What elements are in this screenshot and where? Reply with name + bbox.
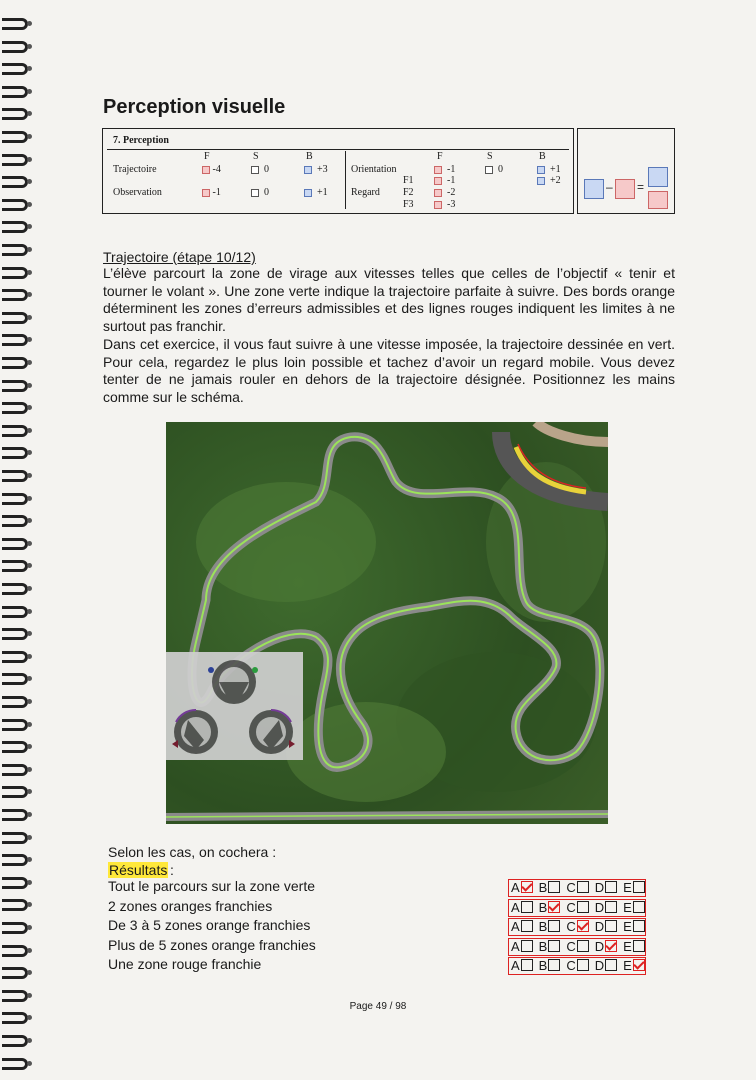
perception-table: [102, 128, 574, 214]
choice-letter: C: [566, 938, 576, 954]
paragraph-intro: L’élève parcourt la zone de virage aux vitesses telles que celles de l’objectif « tenir et tourner le volant ». Une zone verte indique la trajectoire parfaite à suivre. Des bords orange déterminent les zones d’erreurs admissibles et des lignes rouges indiquent les limites à ne surtout pas franchir.: [103, 265, 675, 334]
steering-wheel-right-icon: [249, 710, 295, 754]
steering-wheel-left-icon: [172, 710, 218, 754]
header-s: S: [253, 151, 259, 162]
choice-letter: A: [511, 919, 520, 935]
choice-letter: B: [538, 880, 548, 895]
result-text: Une zone rouge franchie: [108, 956, 262, 973]
row-orientation-label: Orientation: [351, 164, 397, 175]
binding-hole: [27, 428, 32, 433]
binding-coil: [2, 628, 28, 640]
choice-option[interactable]: [539, 900, 561, 916]
checkbox-b[interactable]: [304, 166, 312, 174]
score-f1: -1: [447, 175, 456, 186]
choice-checkbox[interactable]: [633, 901, 645, 913]
choice-option[interactable]: [539, 880, 561, 896]
choice-letter: E: [623, 958, 632, 974]
binding-hole: [27, 880, 32, 885]
page-title: Perception visuelle: [103, 96, 286, 118]
table-divider: [345, 151, 346, 209]
binding-coil: [2, 606, 28, 618]
choice-letter: C: [566, 958, 576, 974]
score-f3: -3: [447, 199, 456, 210]
regard-f2-label: F2: [403, 187, 414, 198]
choice-option[interactable]: [566, 900, 588, 916]
binding-coil: [2, 651, 28, 663]
binding-coil: [2, 967, 28, 979]
choice-checkbox[interactable]: [521, 940, 533, 952]
binding-coil: [2, 289, 28, 301]
score-f: -1: [212, 187, 221, 198]
score-b: +1: [317, 187, 328, 198]
choice-checkbox[interactable]: [577, 881, 589, 893]
choice-letter: B: [538, 938, 548, 954]
choice-checkbox[interactable]: [577, 920, 589, 932]
binding-hole: [27, 609, 32, 614]
choice-checkbox[interactable]: [548, 940, 560, 952]
binding-coil: [2, 131, 28, 143]
choice-checkbox[interactable]: [633, 920, 645, 932]
binding-coil: [2, 560, 28, 572]
choice-option[interactable]: [623, 919, 645, 935]
table-separator: [107, 149, 569, 150]
choice-checkbox[interactable]: [548, 881, 560, 893]
binding-hole: [27, 1061, 32, 1066]
binding-hole: [27, 654, 32, 659]
choice-option[interactable]: [595, 958, 617, 974]
choice-option[interactable]: [511, 900, 533, 916]
spiral-binding: [0, 0, 34, 1080]
binding-coil: [2, 673, 28, 685]
binding-hole: [27, 473, 32, 478]
binding-hole: [27, 722, 32, 727]
binding-hole: [27, 405, 32, 410]
binding-hole: [27, 270, 32, 275]
binding-hole: [27, 948, 32, 953]
choice-option[interactable]: [623, 939, 645, 955]
binding-coil: [2, 447, 28, 459]
binding-hole: [27, 631, 32, 636]
binding-hole: [27, 812, 32, 817]
binding-coil: [2, 1035, 28, 1047]
binding-coil: [2, 583, 28, 595]
choice-letter: B: [538, 958, 548, 974]
result-text: Plus de 5 zones orange franchies: [108, 936, 316, 953]
binding-coil: [2, 402, 28, 414]
selon-text: Selon les cas, on cochera :: [108, 844, 277, 860]
checkbox-f[interactable]: [202, 166, 210, 174]
binding-coil: [2, 1058, 28, 1070]
binding-hole: [27, 315, 32, 320]
choice-checkbox[interactable]: [633, 881, 645, 893]
binding-coil: [2, 357, 28, 369]
choice-letter: B: [538, 919, 548, 935]
choice-checkbox[interactable]: [633, 940, 645, 952]
binding-coil: [2, 809, 28, 821]
choice-checkbox[interactable]: [521, 920, 533, 932]
choice-option[interactable]: [595, 939, 617, 955]
choice-letter: A: [511, 899, 520, 915]
choice-option[interactable]: [539, 958, 561, 974]
choice-letter: A: [511, 938, 520, 954]
choice-option[interactable]: [595, 880, 617, 896]
binding-coil: [2, 832, 28, 844]
choice-option[interactable]: [566, 939, 588, 955]
binding-coil: [2, 719, 28, 731]
binding-hole: [27, 202, 32, 207]
header-f: F: [204, 151, 210, 162]
binding-hole: [27, 247, 32, 252]
binding-coil: [2, 41, 28, 53]
binding-coil: [2, 764, 28, 776]
choice-option[interactable]: [623, 900, 645, 916]
binding-coil: [2, 63, 28, 75]
row-regard-label: Regard: [351, 187, 380, 198]
binding-hole: [27, 292, 32, 297]
binding-hole: [27, 224, 32, 229]
choice-checkbox[interactable]: [605, 901, 617, 913]
checkbox-f[interactable]: [202, 189, 210, 197]
choice-checkbox[interactable]: [605, 940, 617, 952]
score-f: -1: [447, 164, 456, 175]
result-choice-group: [508, 918, 646, 936]
binding-coil: [2, 515, 28, 527]
formula-result-red: [648, 191, 668, 209]
header-b-right: B: [539, 151, 546, 162]
choice-letter: C: [566, 899, 576, 915]
choice-checkbox[interactable]: [633, 959, 645, 971]
formula-minus: –: [606, 180, 613, 194]
paragraph-instructions: Dans cet exercice, il vous faut suivre à une vitesse imposée, la trajectoire dessinée en vert. Pour cela, regardez le plus loin possible et tachez d’avoir un regard mobile. Vous devez tenter de ne jamais rouler en dehors de la trajectoire désignée. Positionnez les mains comme sur le schéma.: [103, 336, 675, 405]
choice-option[interactable]: [539, 939, 561, 955]
choice-letter: D: [594, 919, 605, 935]
binding-hole: [27, 902, 32, 907]
choice-checkbox[interactable]: [577, 959, 589, 971]
checkbox-b[interactable]: [304, 189, 312, 197]
binding-hole: [27, 518, 32, 523]
header-f-right: F: [437, 151, 443, 162]
choice-option[interactable]: [595, 919, 617, 935]
result-choice-group: [508, 879, 646, 897]
binding-coil: [2, 1012, 28, 1024]
checkbox-b[interactable]: [537, 166, 545, 174]
choice-option[interactable]: [511, 919, 533, 935]
checkbox-f3[interactable]: [434, 201, 442, 209]
choice-option[interactable]: [511, 939, 533, 955]
choice-letter: B: [538, 899, 548, 915]
binding-hole: [27, 21, 32, 26]
track-drawing: [166, 422, 608, 824]
choice-letter: D: [594, 938, 605, 954]
binding-hole: [27, 66, 32, 71]
choice-option[interactable]: [566, 880, 588, 896]
result-choice-group: [508, 899, 646, 917]
choice-checkbox[interactable]: [521, 959, 533, 971]
choice-option[interactable]: [539, 919, 561, 935]
binding-coil: [2, 990, 28, 1002]
binding-coil: [2, 18, 28, 30]
binding-coil: [2, 154, 28, 166]
choice-option[interactable]: [623, 880, 645, 896]
binding-hole: [27, 925, 32, 930]
score-s: 0: [498, 164, 503, 175]
binding-hole: [27, 541, 32, 546]
binding-coil: [2, 312, 28, 324]
binding-hole: [27, 586, 32, 591]
checkbox-s[interactable]: [251, 189, 259, 197]
checkbox-f[interactable]: [434, 166, 442, 174]
choice-checkbox[interactable]: [521, 901, 533, 913]
choice-letter: E: [623, 919, 632, 935]
choice-checkbox[interactable]: [521, 881, 533, 893]
choice-letter: E: [623, 899, 632, 915]
binding-coil: [2, 221, 28, 233]
score-s: 0: [264, 187, 269, 198]
perception-section-title: 7. Perception: [113, 135, 169, 146]
binding-hole: [27, 157, 32, 162]
choice-checkbox[interactable]: [548, 959, 560, 971]
score-f2: -2: [447, 187, 456, 198]
binding-hole: [27, 1038, 32, 1043]
binding-coil: [2, 854, 28, 866]
result-text: 2 zones oranges franchies: [108, 897, 273, 914]
binding-coil: [2, 493, 28, 505]
binding-hole: [27, 44, 32, 49]
choice-option[interactable]: [566, 958, 588, 974]
binding-hole: [27, 89, 32, 94]
binding-hole: [27, 383, 32, 388]
binding-coil: [2, 108, 28, 120]
choice-letter: C: [566, 919, 576, 935]
checkbox-f1[interactable]: [434, 177, 442, 185]
formula-blue-square: [584, 179, 604, 199]
regard-f1-label: F1: [403, 175, 414, 186]
result-text: Tout le parcours sur la zone verte: [108, 878, 315, 894]
choice-checkbox[interactable]: [577, 940, 589, 952]
binding-coil: [2, 176, 28, 188]
choice-letter: C: [566, 880, 576, 895]
binding-coil: [2, 380, 28, 392]
binding-coil: [2, 86, 28, 98]
result-choice-group: [508, 957, 646, 975]
binding-hole: [27, 699, 32, 704]
binding-coil: [2, 538, 28, 550]
checkbox-f2[interactable]: [434, 189, 442, 197]
binding-coil: [2, 334, 28, 346]
choice-checkbox[interactable]: [605, 881, 617, 893]
binding-hole: [27, 111, 32, 116]
checkbox-s[interactable]: [251, 166, 259, 174]
binding-hole: [27, 496, 32, 501]
choice-letter: D: [594, 958, 605, 974]
checkbox-s[interactable]: [485, 166, 493, 174]
binding-coil: [2, 786, 28, 798]
binding-hole: [27, 337, 32, 342]
steering-wheel-icon: [208, 660, 258, 704]
choice-letter: E: [623, 880, 632, 895]
choice-checkbox[interactable]: [548, 901, 560, 913]
binding-hole: [27, 970, 32, 975]
choice-checkbox[interactable]: [605, 920, 617, 932]
binding-hole: [27, 993, 32, 998]
binding-hole: [27, 744, 32, 749]
choice-letter: D: [594, 880, 605, 895]
row-observation-label: Observation: [113, 187, 162, 198]
binding-coil: [2, 877, 28, 889]
score-b2: +2: [550, 175, 561, 186]
result-choice-group: [508, 938, 646, 956]
formula-result-blue: [648, 167, 668, 187]
binding-coil: [2, 945, 28, 957]
hand-position-inset: [166, 652, 303, 760]
binding-coil: [2, 922, 28, 934]
choice-option[interactable]: [595, 900, 617, 916]
binding-coil: [2, 244, 28, 256]
binding-coil: [2, 267, 28, 279]
binding-hole: [27, 134, 32, 139]
choice-checkbox[interactable]: [548, 920, 560, 932]
choice-option[interactable]: [511, 958, 533, 974]
choice-option[interactable]: [511, 880, 533, 896]
result-text: De 3 à 5 zones orange franchies: [108, 917, 311, 934]
binding-coil: [2, 741, 28, 753]
formula-equals: =: [637, 180, 645, 194]
binding-coil: [2, 899, 28, 911]
resultats-label: Résultats: [109, 862, 168, 878]
header-b: B: [306, 151, 313, 162]
binding-coil: [2, 199, 28, 211]
binding-hole: [27, 857, 32, 862]
header-s-right: S: [487, 151, 493, 162]
choice-checkbox[interactable]: [577, 901, 589, 913]
checkbox-b2[interactable]: [537, 177, 545, 185]
binding-hole: [27, 767, 32, 772]
score-f: -4: [212, 164, 221, 175]
choice-checkbox[interactable]: [605, 959, 617, 971]
resultats-colon: :: [170, 862, 174, 878]
row-trajectoire-label: Trajectoire: [113, 164, 157, 175]
binding-hole: [27, 179, 32, 184]
binding-coil: [2, 696, 28, 708]
choice-option[interactable]: [623, 958, 645, 974]
choice-letter: D: [594, 899, 605, 915]
formula-red-square: [615, 179, 635, 199]
binding-hole: [27, 676, 32, 681]
binding-hole: [27, 835, 32, 840]
binding-hole: [27, 450, 32, 455]
score-b: +3: [317, 164, 328, 175]
binding-hole: [27, 360, 32, 365]
track-diagram: [166, 422, 608, 824]
binding-coil: [2, 425, 28, 437]
steering-wheels: [166, 652, 303, 760]
section-heading: Trajectoire (étape 10/12): [103, 249, 256, 265]
choice-letter: A: [511, 958, 520, 974]
choice-option[interactable]: [566, 919, 588, 935]
score-s: 0: [264, 164, 269, 175]
choice-letter: A: [511, 880, 520, 895]
score-b: +1: [550, 164, 561, 175]
score-formula: [577, 128, 675, 214]
binding-hole: [27, 563, 32, 568]
choice-letter: E: [623, 938, 632, 954]
binding-hole: [27, 1015, 32, 1020]
binding-coil: [2, 470, 28, 482]
regard-f3-label: F3: [403, 199, 414, 210]
page-number: Page 49 / 98: [349, 1001, 407, 1012]
binding-hole: [27, 789, 32, 794]
